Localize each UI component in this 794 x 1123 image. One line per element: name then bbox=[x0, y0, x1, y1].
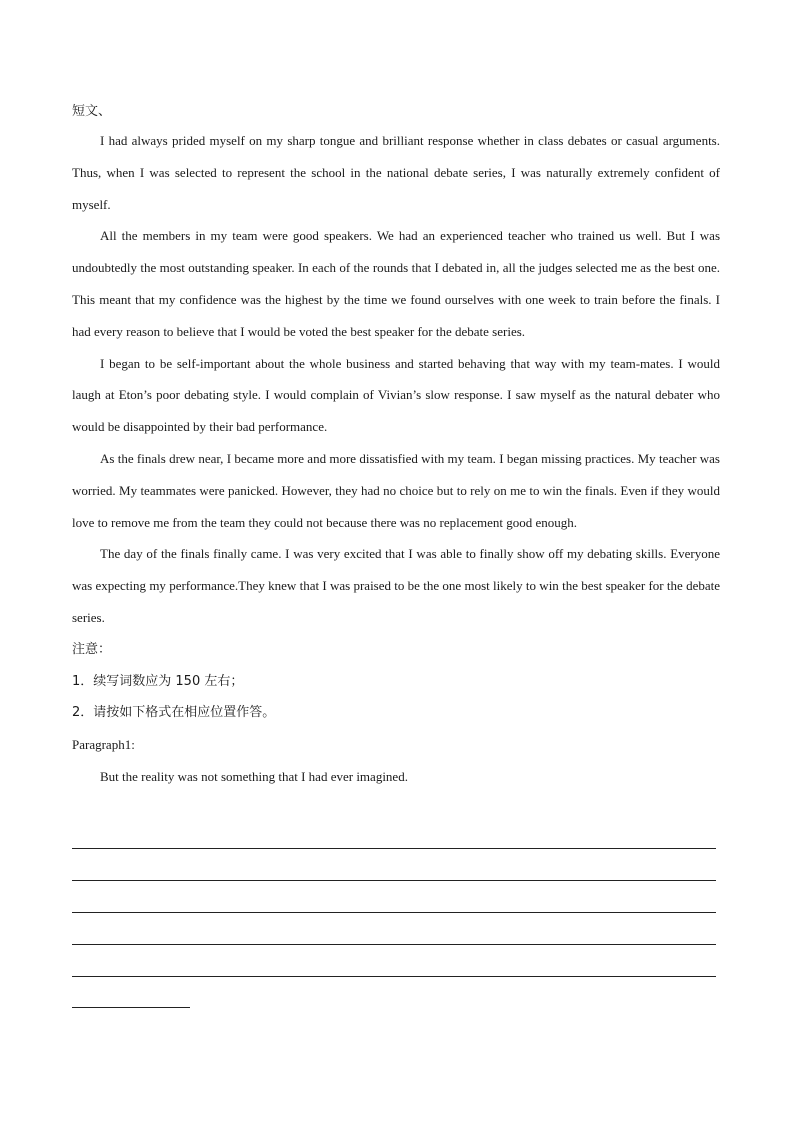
answer-writing-area[interactable] bbox=[72, 848, 716, 1008]
section-heading: 短文、 bbox=[72, 104, 112, 119]
answer-line[interactable] bbox=[72, 976, 716, 977]
paragraph-label: Paragraph1: bbox=[72, 737, 135, 753]
story-paragraph-2: All the members in my team were good speakers. We had an experienced teacher who trained us well. But I was undoubtedly the most outstanding speaker. In each of the rounds that I debated in, all the judges selected me as the best one. This meant that my confidence was the highest by the time we found ourselves with one week to train before the finals. I had every reason to believe that I would be voted the best speaker for the debate series. bbox=[72, 228, 720, 339]
story-paragraph-5: The day of the finals finally came. I was very excited that I was able to finally show off my debating skills. Everyone was expecting my performance.They knew that I was praised to be the one most likely to win the best speaker for the debate series. bbox=[72, 546, 720, 625]
answer-line[interactable] bbox=[72, 912, 716, 913]
document-body bbox=[72, 98, 720, 793]
answer-line[interactable] bbox=[72, 848, 716, 849]
notes-item-word-count: 1．续写词数应为 150 左右； bbox=[72, 673, 244, 689]
answer-line[interactable] bbox=[72, 880, 716, 881]
story-paragraph-1: I had always prided myself on my sharp tongue and brilliant response whether in class debates or casual arguments. Thus, when I was selected to represent the school in the national debate series, I was naturally extremely confident of myself. bbox=[72, 133, 720, 212]
opening-sentence: But the reality was not something that I had ever imagined. bbox=[100, 768, 408, 784]
answer-line-short[interactable] bbox=[72, 1007, 190, 1008]
notes-title: 注意： bbox=[72, 641, 112, 657]
notes-item-format: 2．请按如下格式在相应位置作答。 bbox=[72, 705, 276, 721]
story-paragraph-3: I began to be self-important about the whole business and started behaving that way with my team-mates. I would laugh at Eton’s poor debating style. I would complain of Vivian’s slow response. I saw myself as the natural debater who would be disappointed by their bad performance. bbox=[72, 355, 720, 435]
story-paragraph-4: As the finals drew near, I became more and more dissatisfied with my team. I began missing practices. My teacher was worried. My teammates were panicked. However, they had no choice but to rely on me to win the finals. Even if they would love to remove me from the team they could not because there was no replacement good enough. bbox=[72, 450, 720, 530]
answer-line[interactable] bbox=[72, 944, 716, 945]
